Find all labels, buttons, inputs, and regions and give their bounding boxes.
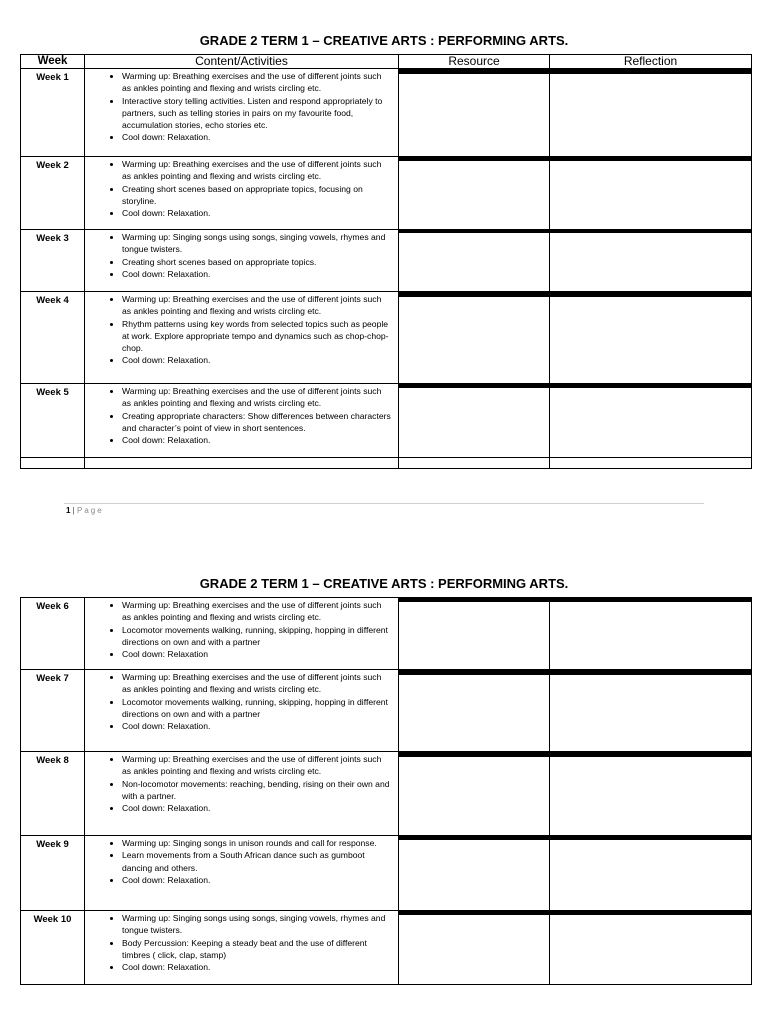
table-row [21,836,752,911]
page-footer [66,506,104,515]
list-item: • Warming up: Breathing exercises and the use of different joints such as ankles pointing and flexing and wrists circling etc. [122,158,392,183]
resource-cell[interactable] [399,69,550,157]
table-row [21,384,752,458]
header-week: Week [21,55,85,69]
list-item: • Cool down: Relaxation. [122,874,392,886]
table-row [21,670,752,752]
content-cell [85,670,399,752]
page1-title: GRADE 2 TERM 1 – CREATIVE ARTS : PERFORMING ARTS. [199,33,569,48]
list-item: • Warming up: Breathing exercises and the use of different joints such as ankles pointing and flexing and wrists circling etc. [122,671,392,696]
list-item: • Cool down: Relaxation. [122,720,392,732]
content-cell [85,157,399,230]
list-item: • Cool down: Relaxation. [122,207,392,219]
list-item: • Rhythm patterns using key words from selected topics such as people at work. Explore appropriate tempo and dynamics such as chop-chop-chop. [122,318,392,355]
week-label: Week 4 [21,292,85,384]
week-label: Week 1 [21,69,85,157]
reflection-cell[interactable] [550,69,752,157]
resource-cell[interactable] [399,292,550,384]
page2-title: GRADE 2 TERM 1 – CREATIVE ARTS : PERFORMING ARTS. [199,576,569,591]
table-row [21,69,752,157]
content-cell [85,69,399,157]
reflection-cell[interactable] [550,670,752,752]
empty-cell[interactable] [550,458,752,469]
week-label: Week 3 [21,230,85,292]
resource-cell[interactable] [399,836,550,911]
resource-cell[interactable] [399,384,550,458]
header-resource: Resource [399,55,550,69]
table-header-row [21,55,752,69]
reflection-cell[interactable] [550,598,752,670]
list-item: • Body Percussion: Keeping a steady beat and the use of different timbres ( click, clap, stamp) [122,937,392,962]
table-row [21,752,752,836]
footer-separator: | [70,506,77,515]
resource-cell[interactable] [399,911,550,985]
resource-cell[interactable] [399,230,550,292]
reflection-cell[interactable] [550,292,752,384]
list-item: • Cool down: Relaxation. [122,961,392,973]
list-item: • Cool down: Relaxation. [122,434,392,446]
content-cell [85,598,399,670]
list-item: • Locomotor movements walking, running, skipping, hopping in different directions on own and with a partner [122,624,392,649]
reflection-cell[interactable] [550,836,752,911]
week-label: Week 6 [21,598,85,670]
list-item: • Warming up: Singing songs using songs, singing vowels, rhymes and tongue twisters. [122,912,392,937]
list-item: • Warming up: Singing songs using songs, singing vowels, rhymes and tongue twisters. [122,231,392,256]
page-separator [64,503,704,504]
table-row [21,598,752,670]
content-cell [85,230,399,292]
resource-cell[interactable] [399,598,550,670]
footer-page-label: Page [76,506,104,515]
list-item: • Creating short scenes based on appropriate topics, focusing on storyline. [122,183,392,208]
reflection-cell[interactable] [550,752,752,836]
list-item: • Creating appropriate characters: Show differences between characters and character’s point of view in short sentences. [122,410,392,435]
content-cell [85,911,399,985]
table-row [21,292,752,384]
content-cell [85,752,399,836]
list-item: • Warming up: Breathing exercises and the use of different joints such as ankles pointing and flexing and wrists circling etc. [122,70,392,95]
week-label: Week 5 [21,384,85,458]
header-reflection: Reflection [550,55,752,69]
list-item: • Cool down: Relaxation [122,648,392,660]
content-cell [85,836,399,911]
list-item: • Cool down: Relaxation. [122,354,392,366]
list-item: • Interactive story telling activities. Listen and respond appropriately to partners, such as telling stories in pairs on my favourite food, accumulation stories, echo stories etc. [122,95,392,132]
content-cell [85,384,399,458]
empty-cell[interactable] [21,458,85,469]
list-item: • Warming up: Breathing exercises and the use of different joints such as ankles pointing and flexing and wrists circling etc. [122,753,392,778]
reflection-cell[interactable] [550,911,752,985]
list-item: • Cool down: Relaxation. [122,802,392,814]
list-item: • Warming up: Singing songs in unison rounds and call for response. [122,837,392,849]
table-row [21,911,752,985]
resource-cell[interactable] [399,752,550,836]
list-item: • Non-locomotor movements: reaching, bending, rising on their own and with a partner. [122,778,392,803]
list-item: • Cool down: Relaxation. [122,131,392,143]
table-row [21,230,752,292]
list-item: • Learn movements from a South African dance such as gumboot dancing and others. [122,849,392,874]
week-label: Week 10 [21,911,85,985]
reflection-cell[interactable] [550,157,752,230]
resource-cell[interactable] [399,670,550,752]
reflection-cell[interactable] [550,384,752,458]
empty-cell[interactable] [85,458,399,469]
empty-cell[interactable] [399,458,550,469]
header-content: Content/Activities [85,55,399,69]
resource-cell[interactable] [399,157,550,230]
week-label: Week 9 [21,836,85,911]
list-item: • Creating short scenes based on appropriate topics. [122,256,392,268]
week-label: Week 2 [21,157,85,230]
list-item: • Warming up: Breathing exercises and the use of different joints such as ankles pointing and flexing and wrists circling etc. [122,599,392,624]
list-item: • Locomotor movements walking, running, skipping, hopping in different directions on own and with a partner [122,696,392,721]
page-number: 1 [66,506,71,515]
table-row [21,157,752,230]
week-label: Week 7 [21,670,85,752]
week-label: Week 8 [21,752,85,836]
list-item: • Warming up: Breathing exercises and the use of different joints such as ankles pointing and flexing and wrists circling etc. [122,293,392,318]
page2-lesson-table [20,597,752,985]
table-row [21,458,752,469]
list-item: • Warming up: Breathing exercises and the use of different joints such as ankles pointing and flexing and wrists circling etc. [122,385,392,410]
reflection-cell[interactable] [550,230,752,292]
page1-lesson-table [20,54,752,469]
list-item: • Cool down: Relaxation. [122,268,392,280]
content-cell [85,292,399,384]
